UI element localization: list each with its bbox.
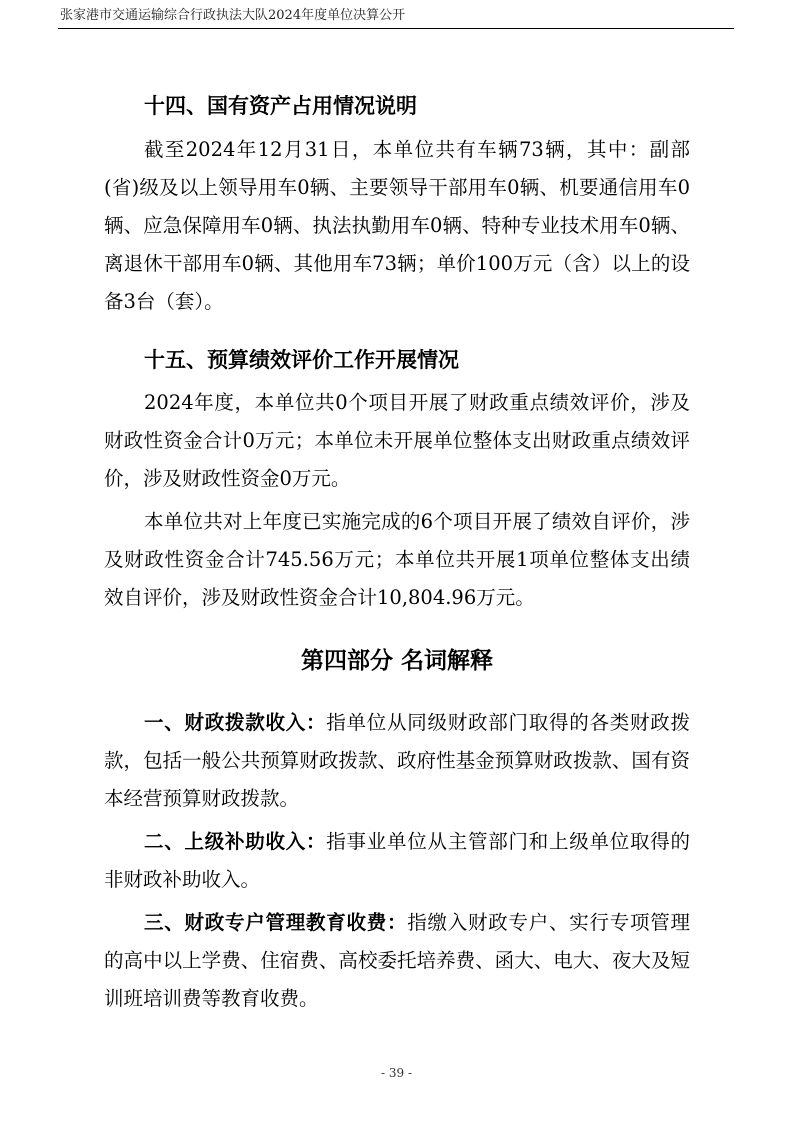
glossary-term: 二、上级补助收入： xyxy=(144,830,327,853)
glossary-definition: 指单位从同级财政部门取得的各类财政拨款，包括一般公共预算财政拨款、政府性基金预算财政拨款、国有资本经营预算财政拨款。 xyxy=(104,711,690,810)
glossary-definition: 指事业单位从主管部门和上级单位取得的非财政补助收入。 xyxy=(104,830,690,891)
section-15-paragraph-1: 2024年度，本单位共0个项目开展了财政重点绩效评价，涉及财政性资金合计0万元；本单位未开展单位整体支出财政重点绩效评价，涉及财政性资金0万元。 xyxy=(104,391,690,490)
section-15-paragraph-2: 本单位共对上年度已实施完成的6个项目开展了绩效自评价，涉及财政性资金合计745.56万元；本单位共开展1项单位整体支出绩效自评价，涉及财政性资金合计10,804.96万元。 xyxy=(104,510,690,609)
glossary-definition: 指缴入财政专户、实行专项管理的高中以上学费、住宿费、高校委托培养费、函大、电大、夜大及短训班培训费等教育收费。 xyxy=(104,911,690,1010)
section-14-paragraph: 截至2024年12月31日，本单位共有车辆73辆，其中：副部(省)级及以上领导用车0辆、主要领导干部用车0辆、机要通信用车0辆、应急保障用车0辆、执法执勤用车0辆、特种专业技术用车0辆、离退休干部用车0辆、其他用车73辆；单价100万元（含）以上的设备3台（套）。 xyxy=(104,138,690,313)
glossary-item xyxy=(104,823,690,899)
running-header: 张家港市交通运输综合行政执法大队2024年度单位决算公开 xyxy=(60,8,406,23)
glossary-item xyxy=(104,904,690,1018)
section-15-heading: 十五、预算绩效评价工作开展情况 xyxy=(144,348,459,372)
glossary-term: 一、财政拨款收入： xyxy=(144,711,327,734)
header-divider xyxy=(58,28,734,29)
part-4-title: 第四部分 名词解释 xyxy=(300,648,493,674)
glossary-item xyxy=(104,704,690,818)
glossary-term: 三、财政专户管理教育收费： xyxy=(144,911,408,934)
page-number: - 39 - xyxy=(380,1066,412,1080)
section-14-heading: 十四、国有资产占用情况说明 xyxy=(144,94,417,118)
